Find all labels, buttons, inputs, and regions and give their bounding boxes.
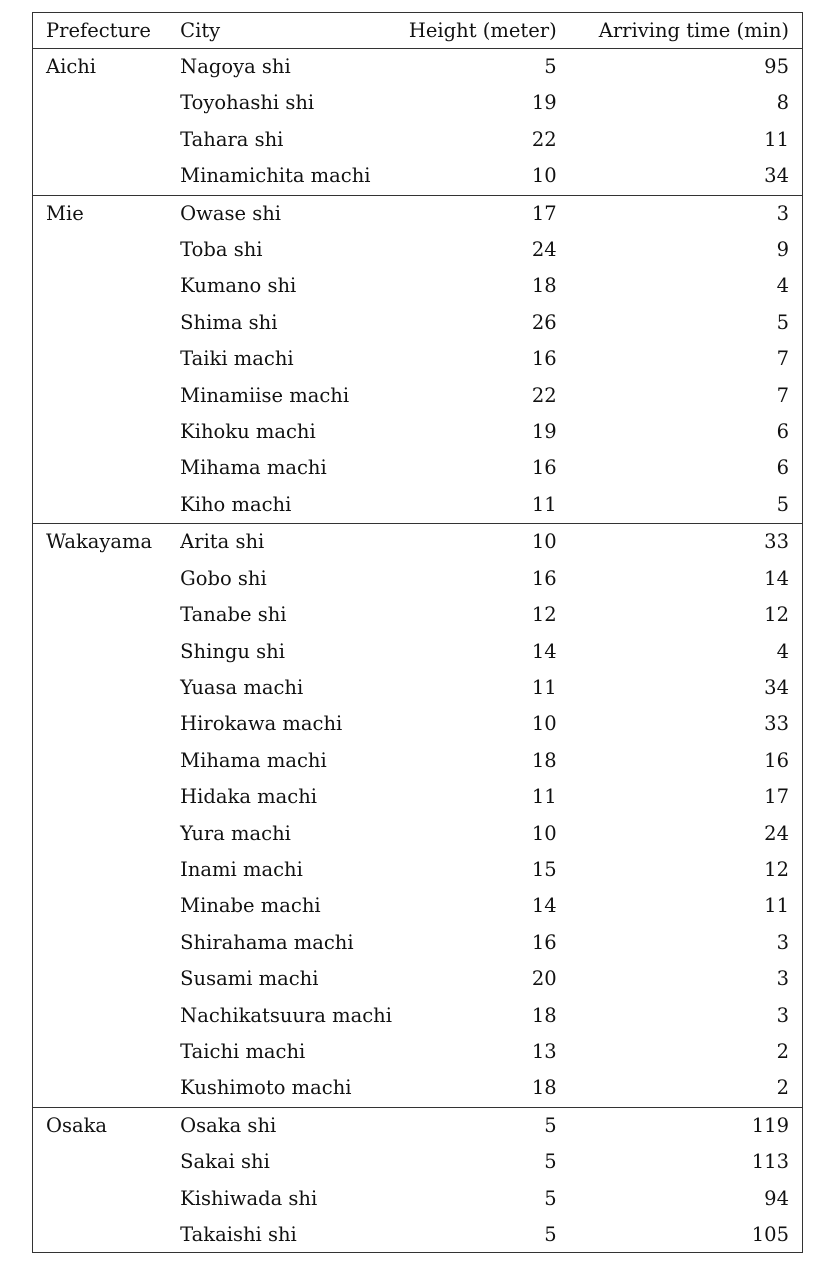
prefecture-group — [33, 49, 802, 196]
header-arriving-time: Arriving time (min) — [598, 19, 789, 42]
table-row — [33, 122, 802, 158]
arriving-time-cell: 2 — [776, 1076, 789, 1100]
arriving-time-cell: 94 — [764, 1186, 789, 1210]
arriving-time-cell: 7 — [776, 383, 789, 407]
prefecture-cell — [33, 561, 167, 597]
arriving-time-cell: 3 — [776, 967, 789, 991]
arriving-time-cell: 105 — [751, 1223, 789, 1246]
height-cell: 18 — [531, 1076, 557, 1100]
table-row — [33, 158, 802, 195]
arriving-time-cell: 9 — [776, 238, 789, 262]
city-cell: Minabe machi — [180, 894, 321, 918]
table-row — [33, 888, 802, 924]
city-cell: Arita shi — [180, 530, 265, 554]
table-row — [33, 998, 802, 1034]
city-cell: Tanabe shi — [180, 603, 287, 627]
table-row — [33, 743, 802, 779]
prefecture-cell — [33, 1144, 167, 1180]
prefecture-cell — [33, 597, 167, 633]
arriving-time-cell: 24 — [764, 821, 789, 845]
table-row — [33, 232, 802, 268]
arriving-time-cell: 6 — [776, 456, 789, 480]
prefecture-cell: Osaka — [46, 1113, 108, 1137]
table-row — [33, 414, 802, 450]
arriving-time-cell: 5 — [776, 310, 789, 334]
arriving-time-cell: 33 — [764, 712, 789, 736]
prefecture-cell — [33, 779, 167, 815]
city-cell: Hidaka machi — [180, 785, 317, 809]
table-row — [33, 378, 802, 414]
city-cell: Minamichita machi — [180, 164, 371, 188]
table-row — [33, 1181, 802, 1217]
table-row — [33, 524, 802, 561]
height-cell: 5 — [544, 1150, 557, 1174]
arriving-time-cell: 12 — [764, 857, 789, 881]
table-row — [33, 634, 802, 670]
city-cell: Inami machi — [180, 857, 303, 881]
header-row — [33, 13, 802, 49]
height-cell: 14 — [531, 894, 557, 918]
city-cell: Gobo shi — [180, 566, 267, 590]
arriving-time-cell: 34 — [764, 164, 789, 188]
height-cell: 14 — [531, 639, 557, 663]
height-cell: 10 — [531, 712, 557, 736]
prefecture-cell — [33, 998, 167, 1034]
height-cell: 20 — [531, 967, 557, 991]
prefecture-cell — [33, 816, 167, 852]
city-cell: Kumano shi — [180, 274, 297, 298]
city-cell: Owase shi — [180, 201, 282, 225]
table-row — [33, 49, 802, 86]
header-city: City — [180, 19, 221, 42]
height-cell: 22 — [531, 383, 557, 407]
city-cell: Toyohashi shi — [180, 91, 315, 115]
table-row — [33, 816, 802, 852]
arriving-time-cell: 4 — [776, 639, 789, 663]
header-prefecture: Prefecture — [46, 19, 151, 42]
header-height: Height (meter) — [408, 19, 557, 42]
arriving-time-cell: 3 — [776, 930, 789, 954]
height-cell: 19 — [531, 420, 557, 444]
table-row — [33, 597, 802, 633]
city-cell: Osaka shi — [180, 1113, 277, 1137]
table-row — [33, 670, 802, 706]
data-table — [33, 13, 802, 1253]
city-cell: Yuasa machi — [180, 675, 304, 699]
arriving-time-cell: 4 — [776, 274, 789, 298]
height-cell: 16 — [531, 930, 557, 954]
prefecture-cell — [33, 85, 167, 121]
city-cell: Takaishi shi — [180, 1223, 297, 1246]
arriving-time-cell: 33 — [764, 530, 789, 554]
prefecture-cell — [33, 852, 167, 888]
city-cell: Nachikatsuura machi — [180, 1003, 392, 1027]
city-cell: Susami machi — [180, 967, 319, 991]
table-row — [33, 925, 802, 961]
city-cell: Kiho machi — [180, 492, 292, 516]
prefecture-cell — [33, 232, 167, 268]
prefecture-cell — [33, 961, 167, 997]
prefecture-cell — [33, 268, 167, 304]
city-cell: Shima shi — [180, 310, 278, 334]
table-row — [33, 852, 802, 888]
table-row — [33, 1144, 802, 1180]
prefecture-cell — [33, 925, 167, 961]
height-cell: 12 — [531, 603, 557, 627]
city-cell: Minamiise machi — [180, 383, 350, 407]
prefecture-cell — [33, 487, 167, 524]
height-cell: 18 — [531, 748, 557, 772]
city-cell: Tahara shi — [180, 127, 284, 151]
city-cell: Kihoku machi — [180, 420, 316, 444]
height-cell: 15 — [531, 857, 557, 881]
height-cell: 5 — [544, 1223, 557, 1246]
prefecture-cell — [33, 450, 167, 486]
prefecture-cell — [33, 414, 167, 450]
table-row — [33, 305, 802, 341]
height-cell: 16 — [531, 347, 557, 371]
city-cell: Nagoya shi — [180, 55, 291, 78]
height-cell: 18 — [531, 274, 557, 298]
prefecture-cell — [33, 305, 167, 341]
arriving-time-cell: 3 — [776, 1003, 789, 1027]
arriving-time-cell: 11 — [764, 894, 789, 918]
prefecture-cell — [33, 634, 167, 670]
city-cell: Mihama machi — [180, 748, 327, 772]
height-cell: 10 — [531, 821, 557, 845]
height-cell: 11 — [531, 675, 557, 699]
city-cell: Taiki machi — [180, 347, 294, 371]
table-row — [33, 268, 802, 304]
height-cell: 22 — [531, 127, 557, 151]
city-cell: Hirokawa machi — [180, 712, 343, 736]
height-cell: 26 — [531, 310, 557, 334]
city-cell: Shingu shi — [180, 639, 285, 663]
height-cell: 5 — [544, 1186, 557, 1210]
city-cell: Mihama machi — [180, 456, 327, 480]
prefecture-cell — [33, 1070, 167, 1107]
height-cell: 18 — [531, 1003, 557, 1027]
prefecture-cell — [33, 670, 167, 706]
table-row — [33, 961, 802, 997]
tsunami-table — [32, 12, 803, 1253]
arriving-time-cell: 6 — [776, 420, 789, 444]
prefecture-cell: Wakayama — [46, 530, 153, 554]
table-row — [33, 1217, 802, 1253]
table-row — [33, 195, 802, 232]
height-cell: 13 — [531, 1039, 557, 1063]
arriving-time-cell: 14 — [764, 566, 789, 590]
height-cell: 5 — [544, 1113, 557, 1137]
prefecture-cell — [33, 888, 167, 924]
height-cell: 10 — [531, 530, 557, 554]
city-cell: Kushimoto machi — [180, 1076, 352, 1100]
height-cell: 19 — [531, 91, 557, 115]
table-row — [33, 779, 802, 815]
arriving-time-cell: 12 — [764, 603, 789, 627]
city-cell: Shirahama machi — [180, 930, 354, 954]
arriving-time-cell: 2 — [776, 1039, 789, 1063]
height-cell: 10 — [531, 164, 557, 188]
prefecture-group — [33, 1107, 802, 1253]
prefecture-group — [33, 524, 802, 1108]
arriving-time-cell: 5 — [776, 492, 789, 516]
prefecture-cell — [33, 341, 167, 377]
prefecture-cell — [33, 743, 167, 779]
arriving-time-cell: 113 — [751, 1150, 789, 1174]
table-row — [33, 561, 802, 597]
prefecture-cell — [33, 122, 167, 158]
prefecture-cell — [33, 1217, 167, 1253]
height-cell: 16 — [531, 566, 557, 590]
prefecture-cell — [33, 378, 167, 414]
height-cell: 11 — [531, 785, 557, 809]
arriving-time-cell: 7 — [776, 347, 789, 371]
city-cell: Yura machi — [180, 821, 291, 845]
height-cell: 11 — [531, 492, 557, 516]
prefecture-cell — [33, 158, 167, 195]
arriving-time-cell: 11 — [764, 127, 789, 151]
table-row — [33, 1107, 802, 1144]
arriving-time-cell: 17 — [764, 785, 789, 809]
table-row — [33, 487, 802, 524]
table-row — [33, 450, 802, 486]
prefecture-cell: Aichi — [46, 55, 97, 78]
height-cell: 17 — [531, 201, 557, 225]
table-header — [33, 13, 802, 49]
height-cell: 24 — [531, 238, 557, 262]
height-cell: 16 — [531, 456, 557, 480]
city-cell: Taichi machi — [180, 1039, 306, 1063]
arriving-time-cell: 8 — [776, 91, 789, 115]
city-cell: Sakai shi — [180, 1150, 270, 1174]
table-row — [33, 706, 802, 742]
arriving-time-cell: 34 — [764, 675, 789, 699]
height-cell: 5 — [544, 55, 557, 78]
table-row — [33, 85, 802, 121]
prefecture-group — [33, 195, 802, 524]
prefecture-cell: Mie — [46, 201, 84, 225]
prefecture-cell — [33, 706, 167, 742]
city-cell: Kishiwada shi — [180, 1186, 318, 1210]
prefecture-cell — [33, 1034, 167, 1070]
city-cell: Toba shi — [180, 238, 263, 262]
table-row — [33, 1034, 802, 1070]
arriving-time-cell: 119 — [751, 1113, 789, 1137]
arriving-time-cell: 95 — [764, 55, 789, 78]
table-row — [33, 1070, 802, 1107]
table-row — [33, 341, 802, 377]
prefecture-cell — [33, 1181, 167, 1217]
arriving-time-cell: 3 — [776, 201, 789, 225]
arriving-time-cell: 16 — [764, 748, 789, 772]
